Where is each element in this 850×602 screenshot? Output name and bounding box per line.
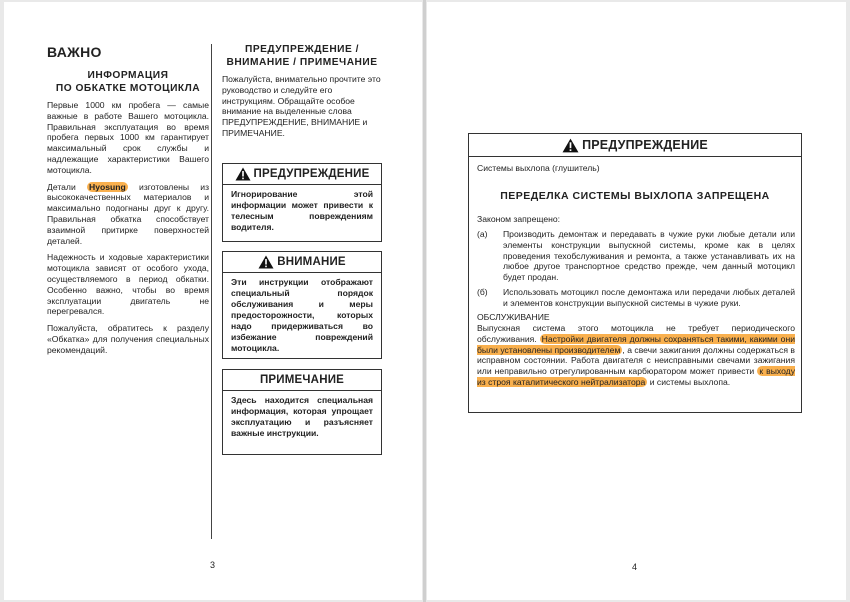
brand-highlight: Hyosung [89,181,126,192]
engine-settings-highlight: Настройки двигателя должны сохраняться такими, какими они были установлены производителем [477,333,795,355]
list-item: (а) Производить демонтаж и передавать в чужие руки любые детали или элементы конструкции выпускной системы, кроме как в целях проведения техобслуживания и ремонта, а также устанавливать их на любое другое транспортное средство прежде, чем данный мотоцикл будет продан. [477,229,795,283]
warning-triangle-icon [562,138,579,153]
exhaust-subject: Системы выхлопа (глушитель) [477,163,600,173]
left-page [4,2,422,600]
exhaust-heading: ПЕРЕДЕЛКА СИСТЕМЫ ВЫХЛОПА ЗАПРЕЩЕНА [500,190,770,202]
warning-triangle-icon [235,167,251,181]
column-divider [211,44,212,539]
intro-text: Пожалуйста, внимательно прочтите это руководство и следуйте его инструкциям. Обращайте особое внимание на выделенные слова ПРЕДУПРЕЖДЕНИЕ, ВНИМАНИЕ и ПРИМЕЧАНИЕ. [222,74,381,138]
caution-box: ВНИМАНИЕ Эти инструкции отображают специальный порядок обслуживания и меры предосторожности, которых надо придерживаться во избежание повреждений мотоцикла. [222,251,382,359]
warning-caution-note-heading: ПРЕДУПРЕЖДЕНИЕ / ВНИМАНИЕ / ПРИМЕЧАНИЕ [226,44,378,68]
break-in-text: Первые 1000 км пробега — самые важные в работе Вашего мотоцикла. Правильная эксплуатация во время пробега первых 1000 км гарантирует максимальный срок службы и надлежащие характеристики Вашего мотоцикла. Детали Hyosung изготовлены из высококачественных материалов и максимально подогнаны друг к другу. Правильная обкатка способствует взаимной притирке поверхностей деталей. Надежность и ходовые характеристики мотоцикла зависят от особого ухода, осуществляемого в период обкатки. Особенно важно, чтобы во время эксплуатации двигатель не перегревался. Пожалуйста, обратитесь к разделу «Обкатка» для получения специальных рекомендаций. [47,100,210,355]
break-in-heading: ИНФОРМАЦИЯ ПО ОБКАТКЕ МОТОЦИКЛА [55,70,201,94]
note-box: ПРИМЕЧАНИЕ Здесь находится специальная информация, которая упрощает эксплуатацию и разъясняет важные инструкции. [222,369,382,455]
catalyst-highlight: к выходу из строя каталитического нейтрализатора [477,366,795,387]
book-spine [423,0,426,602]
right-page [427,2,846,600]
warning-triangle-icon [258,255,274,269]
page-number: 4 [632,562,638,572]
page-number: 3 [210,560,216,570]
law-intro: Законом запрещено: [477,214,561,224]
important-title: ВАЖНО [47,44,102,60]
service-text: Выпускная система этого мотоцикла не требует периодического обслуживания. Настройки двигателя должны сохраняться такими, какими они были установлены производителем , а свечи зажигания должны содержаться в исправном состоянии. Работа двигателя с неисправными свечами зажигания или неправильно отрегулированным карбюратором может привести к выходу из строя каталитического нейтрализатора и системы выхлопа. [477,323,795,387]
service-heading: ОБСЛУЖИВАНИЕ [477,312,550,322]
list-item: (б) Использовать мотоцикл после демонтажа или передачи любых деталей и элементов конструкции выпускной системы в чужие руки. [477,286,795,308]
prohibition-list [477,229,795,313]
exhaust-warning-box: ПРЕДУПРЕЖДЕНИЕ Системы выхлопа (глушитель) ПЕРЕДЕЛКА СИСТЕМЫ ВЫХЛОПА ЗАПРЕЩЕНА Законом запрещено: (а) Производить демонтаж и передавать в чужие руки любые детали или элементы конструкции выпускной системы, кроме как в целях проведения техобслуживания и ремонта, а также устанавливать их на любое другое транспортное средство прежде, чем данный мотоцикл будет продан. (б) Использовать мотоцикл после демонтажа или передачи любых деталей и элементов конструкции выпускной системы в чужие руки. ОБСЛУЖИВАНИЕ Выпускная система этого мотоцикла не требует периодического обслуживания. Настройки двигателя должны сохраняться такими, какими они были установлены производителем , а свечи зажигания должны содержаться в исправном состоянии. Работа двигателя с неисправными свечами зажигания или неправильно отрегулированным карбюратором может привести к выходу из строя каталитического нейтрализатора и системы выхлопа. [468,133,802,413]
warning-box: ПРЕДУПРЕЖДЕНИЕ Игнорирование этой информации может привести к телесным повреждениям водителя. [222,163,382,242]
